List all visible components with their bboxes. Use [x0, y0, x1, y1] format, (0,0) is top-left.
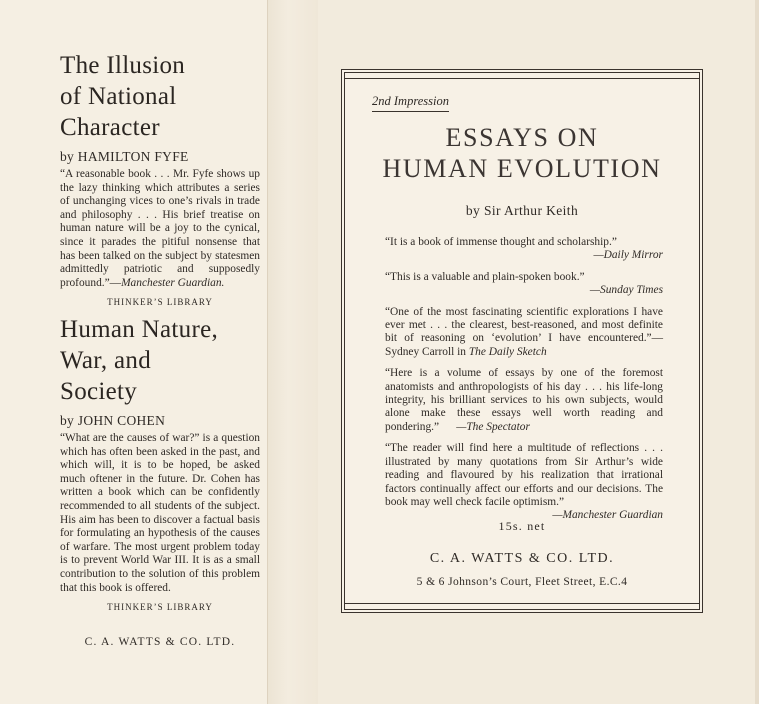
reviews-list	[385, 236, 663, 531]
main-author: by Sir Arthur Keith	[465, 203, 579, 218]
book-ad-illusion	[60, 50, 260, 307]
review-quote	[385, 306, 663, 360]
bottom-rule	[344, 603, 700, 604]
publisher-address: 5 & 6 Johnson’s Court, Fleet Street, E.C.4	[416, 576, 628, 588]
review-item	[385, 367, 663, 434]
main-title-line: ESSAYS ON	[445, 123, 599, 152]
review-source: —The Spectator	[456, 420, 530, 433]
page-edge	[755, 0, 759, 704]
book-title-illusion	[60, 50, 260, 143]
review-item	[385, 271, 663, 298]
author-cohen: by JOHN COHEN	[60, 413, 166, 428]
review-item	[385, 442, 663, 522]
author-fyfe: by HAMILTON FYFE	[60, 149, 189, 164]
review-source: —Sunday Times	[589, 284, 663, 297]
review-quote	[385, 367, 663, 434]
impression-label: 2nd Impression	[372, 94, 449, 112]
review-quote-text: “Here is a volume of essays by one of the foremost anatomists and anthropologists of his day . . . his life-long integrity, his brilliant services to his own subjects, would alone make these essays well worth reading and pondering.”	[385, 367, 663, 433]
title-line: Character	[60, 114, 160, 141]
blurb-source: Manchester Guardian.	[121, 276, 225, 289]
review-quote: “This is a valuable and plain-spoken book.”	[385, 270, 585, 283]
blurb-illusion	[60, 168, 260, 290]
price: 15s. net	[498, 519, 546, 533]
review-quote: “It is a book of immense thought and scholarship.”	[385, 236, 617, 248]
review-source: —Daily Mirror	[593, 249, 663, 262]
blurb-human-nature: “What are the causes of war?” is a question which has often been asked in the past, and which will, it is to be hoped, be asked much oftener in the future. Dr. Cohen has written a book which can be confidently recommended to all students of the subject. His aim has been to discover a factual basis for formulating an hypothesis of the causes of warfare. The most urgent problem today is to prevent World War III. It is as a small contribution to the solution of this problem that this book is offered.	[60, 432, 260, 594]
review-quote-text: “One of the most fascinating scientific explorations I have ever met . . . the clearest, best-reasoned, and most definite bit of reasoning on ‘evolution’ I have encountered.”—Sydney Carroll in	[385, 305, 663, 358]
back-flap-panel	[0, 0, 268, 704]
series-label: THINKER’S LIBRARY	[107, 602, 213, 613]
book-title-human-nature	[60, 314, 260, 407]
title-line: Human Nature,	[60, 316, 219, 343]
book-ad-human-nature	[60, 314, 260, 612]
title-line: Society	[60, 378, 138, 405]
blurb-text: “A reasonable book . . . Mr. Fyfe shows up the lazy thinking which attributes a series of unchanging vices to one’s rivals in trade and philosophy . . . His brief treatise on human nature will be a joy to the cynical, since it parades the pitiful nonsense that has been talked on the subject by statesmen admittedly patriotic and supposedly profound.”—	[60, 168, 260, 289]
series-label: THINKER’S LIBRARY	[107, 297, 213, 308]
review-item	[385, 306, 663, 360]
review-quote: “The reader will find here a multitude of reflections . . . illustrated by many quotations from Sir Arthur’s wide reading and flavoured by his realization that irrational factors continually affect our efforts and our decisions. The book may well check facile optimism.”	[385, 442, 663, 508]
main-title	[342, 122, 702, 184]
main-title-line: HUMAN EVOLUTION	[382, 154, 662, 183]
front-cover-panel	[341, 69, 703, 613]
review-quote-source: The Daily Sketch	[468, 345, 547, 358]
title-line: The Illusion	[60, 52, 186, 79]
title-line: War, and	[60, 347, 152, 374]
review-item	[385, 236, 663, 263]
publisher-left: C. A. WATTS & CO. LTD.	[84, 636, 236, 648]
title-line: of National	[60, 83, 177, 110]
publisher-name: C. A. WATTS & CO. LTD.	[429, 551, 615, 566]
review-source: —Manchester Guardian	[552, 509, 663, 522]
top-rule	[344, 78, 700, 79]
spine-fold	[268, 0, 318, 704]
